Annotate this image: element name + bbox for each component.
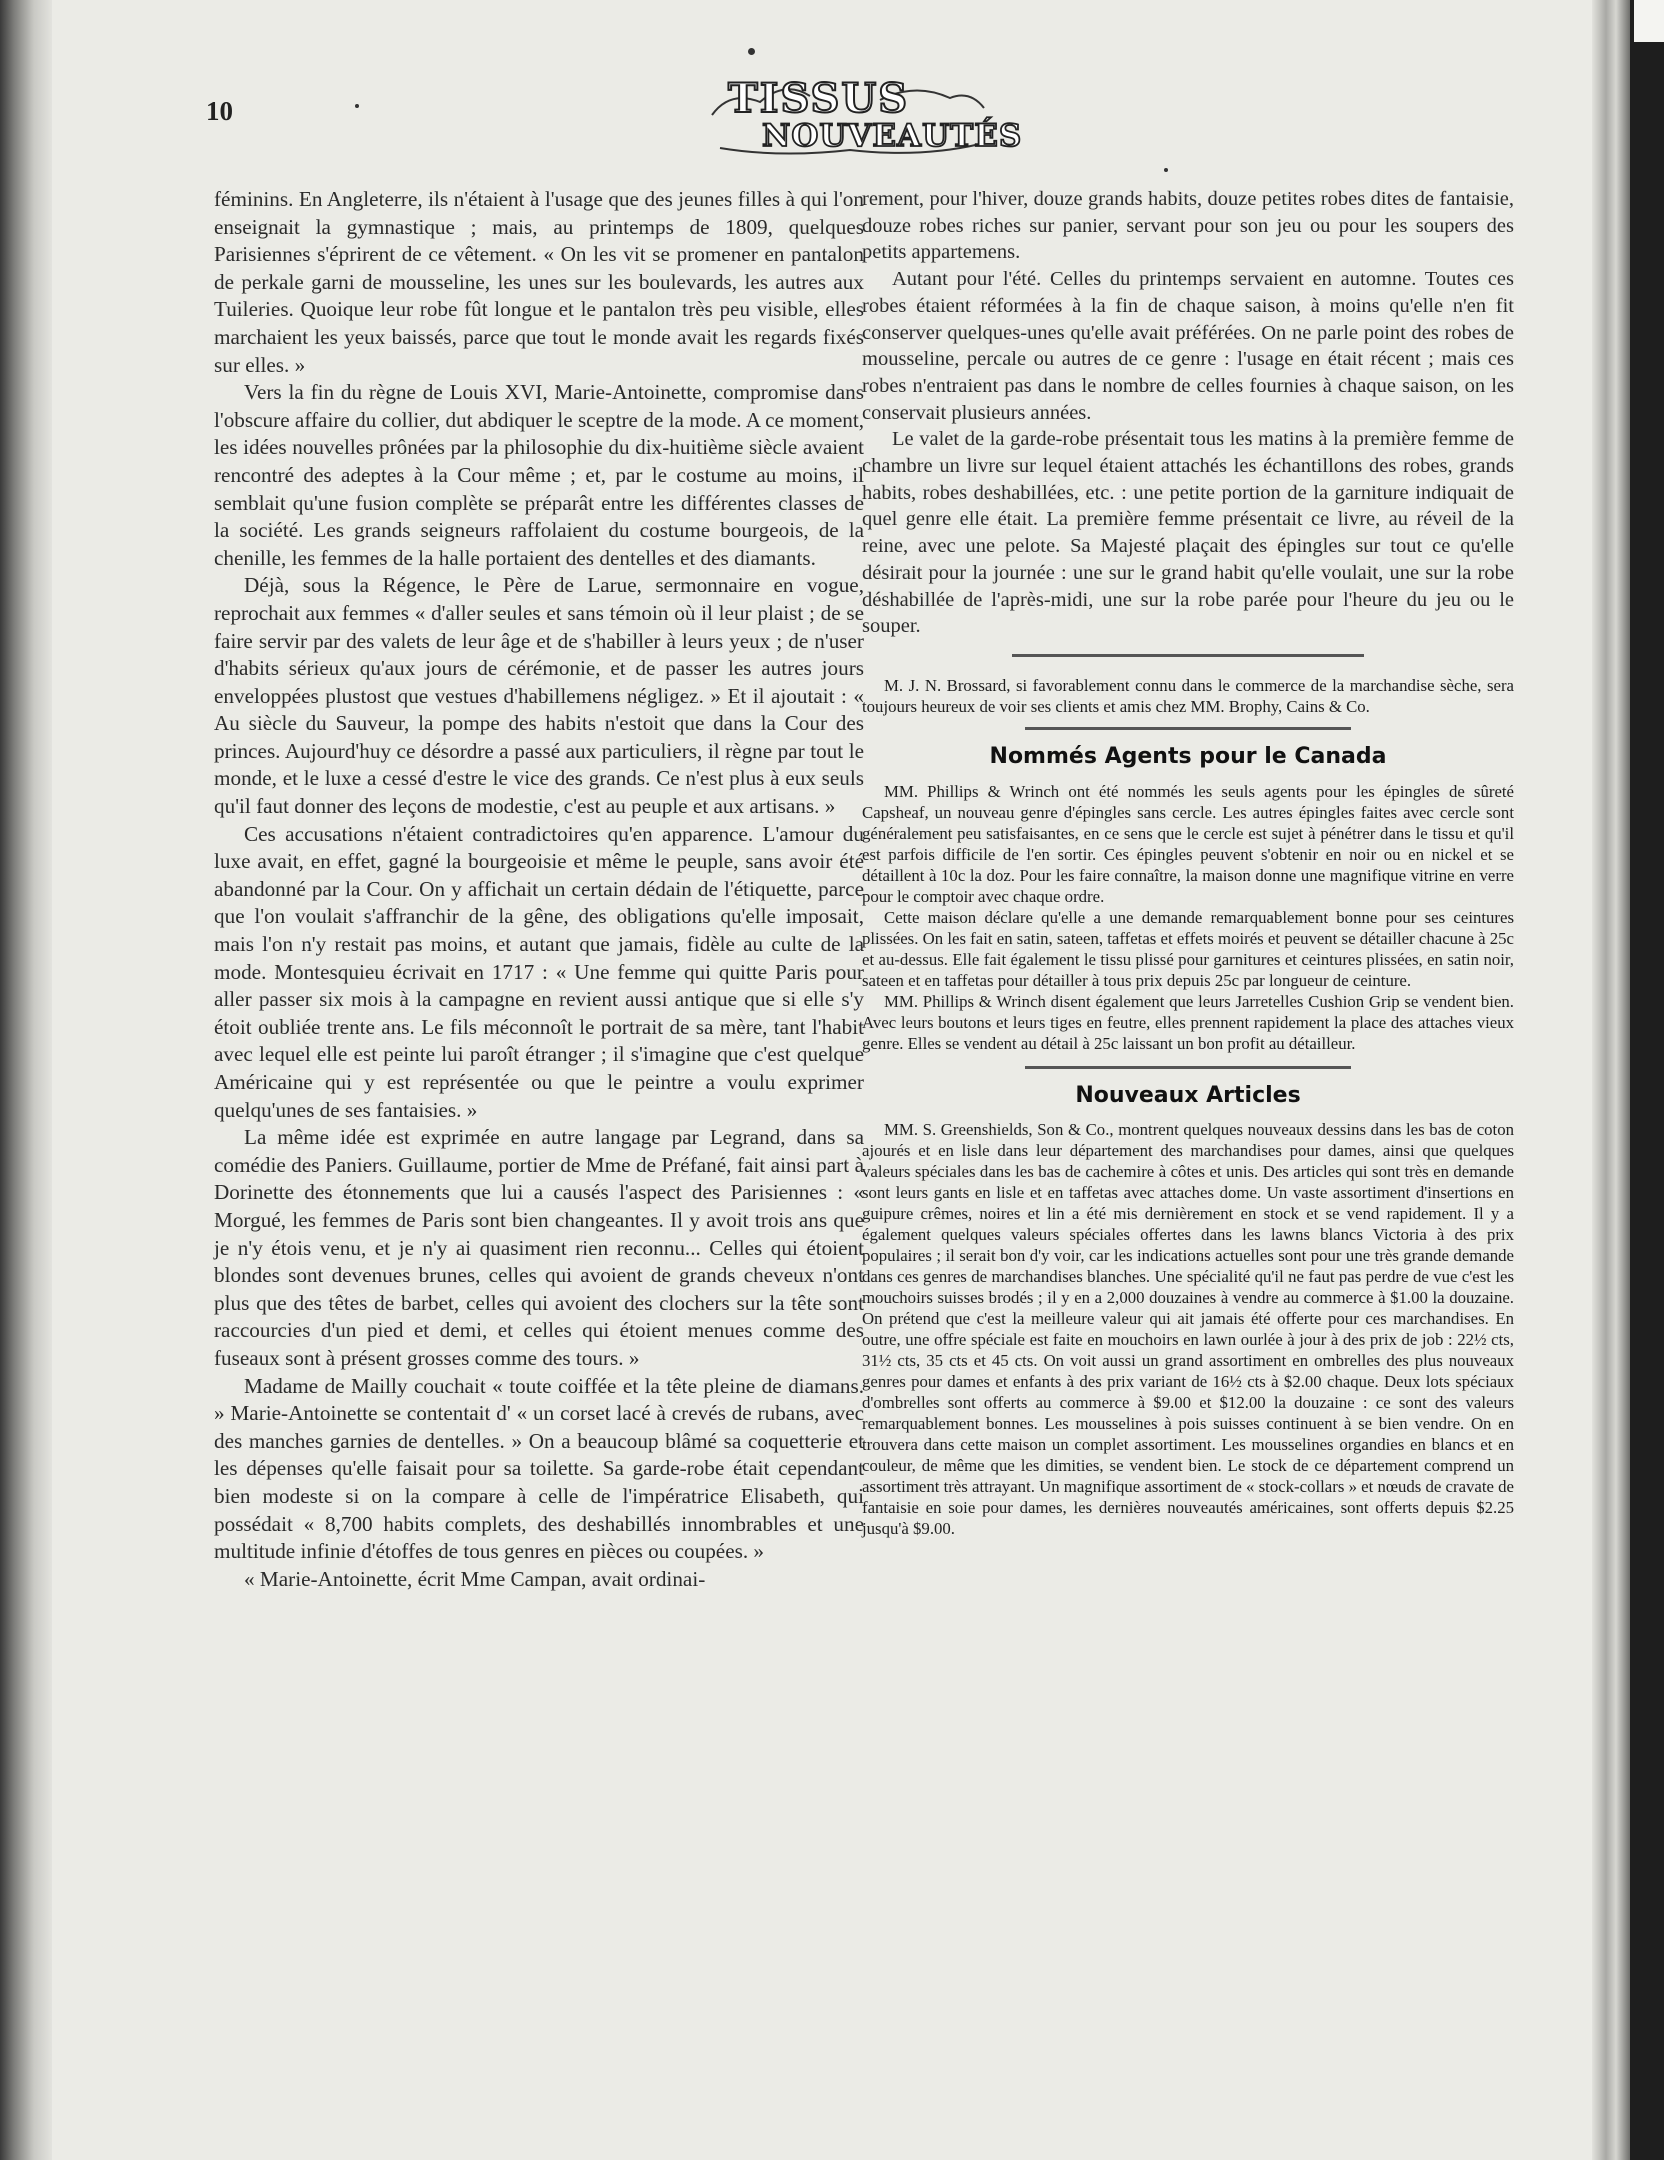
ink-dot (355, 104, 359, 108)
left-column (214, 186, 864, 1593)
section-heading-agents: Nommés Agents pour le Canada (989, 743, 1387, 769)
brossard-notice (862, 675, 1514, 717)
section-heading-articles: Nouveaux Articles (1075, 1082, 1301, 1108)
masthead-word-tissus: TISSUS (728, 75, 910, 122)
agents-section (862, 781, 1514, 1054)
paragraph: Vers la fin du règne de Louis XVI, Marie-Antoinette, compromise dans l'obscure affaire du collier, dut abdiquer le sceptre de la mode. A ce moment, les idées nouvelles prônées par la philosophie du dix-huitième siècle avaient rencontré des adeptes à la Cour même ; et, par le costume au moins, il semblait qu'une fusion complète se préparât entre les différentes classes de la société. Les grands seigneurs raffolaient du costume bourgeois, de la chenille, les femmes de la halle portaient des dentelles et des diamants. (214, 380, 864, 570)
paragraph: rement, pour l'hiver, douze grands habits, douze petites robes dites de fantaisie, douze robes riches sur panier, servant pour son jeu ou pour les soupers des petits appartemens. (862, 188, 1514, 264)
paper-corner (1634, 0, 1664, 42)
right-column (862, 186, 1514, 1539)
paragraph: « Marie-Antoinette, écrit Mme Campan, avait ordinai- (244, 1566, 706, 1591)
dark-margin (1630, 0, 1664, 2160)
book-binding (0, 0, 52, 2160)
ink-dot (1164, 168, 1168, 172)
paragraph: Madame de Mailly couchait « toute coiffée et la tête pleine de diamans. » Marie-Antoinette se contentait d' « un corset lacé à crevés de rubans, avec des manches garnies de dentelles. » On a beaucoup blâmé sa coquetterie et les dépenses qu'elle faisait pour sa toilette. Sa garde-robe était cependant bien modeste si on la compare à celle de l'impératrice Elisabeth, qui possédait « 8,700 habits complets, des deshabillés innombrables et une multitude infinie d'étoffes de tous genres en pièces ou coupées. » (214, 1373, 864, 1564)
page-number: 10 (206, 96, 233, 126)
page-edge (1592, 0, 1630, 2160)
paragraph: MM. S. Greenshields, Son & Co., montrent quelques nouveaux dessins dans les bas de coton ajourés et en lisle dans leur département des marchandises pour dames, ainsi que quelques valeurs spéciales dans les bas de cachemire à côtes et unis. Des articles qui sont très en demande sont leurs gants en lisle et en taffetas avec attaches dome. Un vaste assortiment d'insertions en guipure crêmes, noires et lin a été mis dernièrement en stock et se vend rapidement. Il y a également quelques valeurs spéciales offertes dans les lawns blancs Victoria à des prix populaires ; il serait bon d'y voir, car les indications actuelles sont pour une très grande demande dans ces genres de marchandises blanches. Une spécialité qu'il ne faut pas perdre de vue c'est les mouchoirs suisses brodés ; il y en a 2,000 douzaines à vendre au commerce à $1.00 la douzaine. On prétend que c'est la meilleure valeur qui ait jamais été offerte pour ces marchandises. En outre, une offre spéciale est faite en mouchoirs en lawn ourlée à jour à des prix de job : 22½ cts, 31½ cts, 35 cts et 45 cts. On voit aussi un grand assortiment en ombrelles des plus nouveaux genres pour dames et enfants à des prix variant de 16½ cts à $2.00 chaque. Deux lots spéciaux d'ombrelles sont offerts au commerce à $9.00 et $12.00 la douzaine : ce sont des valeurs remarquablement bonnes. Les mousselines à pois suisses continuent à se bien vendre. On en trouvera dans cette maison un complet assortiment. Les mousselines organdies en blancs et en couleur, de même que les dimities, se vendent bien. Le stock de ce département comprend un assortiment très attrayant. Un magnifique assortiment de « stock-collars » et nœuds de cravate de fantaisie en soie pour dames, les dernières nouveautés américaines, sont offerts depuis $2.25 jusqu'à $9.00. (862, 1120, 1514, 1539)
notice-text: M. J. N. Brossard, si favorablement connu dans le commerce de la marchandise sèche, sera toujours heureux de voir ses clients et amis chez MM. Brophy, Cains & Co. (862, 675, 1514, 716)
paragraph: Cette maison déclare qu'elle a une demande remarquablement bonne pour ses ceintures plissées. On les fait en satin, sateen, taffetas et effets moirés et peuvent se détailler chacune à 25c et au-dessus. Elle fait également le tissu plissé pour garnitures et ceintures plissées, en satin noir, sateen et en taffetas pour détailler à tous prix depuis 25c par longueur de ceinture. (862, 907, 1514, 990)
articles-section (862, 1119, 1514, 1539)
paragraph: La même idée est exprimée en autre langage par Legrand, dans sa comédie des Paniers. Guillaume, portier de Mme de Préfané, fait ainsi part à Dorinette des étonnements que lui a causés l'aspect des Parisiennes : « Morgué, les femmes de Paris sont bien changeantes. Il y avoit trois ans que je n'y étois venu, et je n'y ai quasiment rien reconnu... Celles qui étoient blondes sont devenues brunes, celles qui avoient de grands cheveux n'ont plus que des têtes de barbet, celles qui avoient des clochers sur la tête sont raccourcies d'un pied et demi, et celles qui étoient menues comme des fuseaux sont à présent grosses comme des tours. » (214, 1125, 864, 1370)
paragraph: Ces accusations n'étaient contradictoires qu'en apparence. L'amour du luxe avait, en effet, gagné la bourgeoisie et même le peuple, sans avoir été abandonné par la Cour. On y affichait un certain dédain de l'étiquette, parce que l'on voulait s'affranchir de la gêne, des obligations qu'elle imposait, mais l'on n'y restait pas moins, et autant que jamais, fidèle au culte de la mode. Montesquieu écrivait en 1717 : « Une femme qui quitte Paris pour aller passer six mois à la campagne en revient aussi antique que si elle s'y étoit oubliée trente ans. Le fils méconnoît le portrait de sa mère, tant l'habit avec lequel elle est peinte lui paroît étranger ; il s'imagine que c'est quelque Américaine qui y est représentée ou que le peintre a voulu exprimer quelqu'unes de ses fantaisies. » (214, 821, 864, 1122)
masthead-word-nouveautes: NOUVEAUTÉS (762, 118, 1023, 154)
ink-dot (748, 48, 755, 55)
paragraph: Le valet de la garde-robe présentait tous les matins à la première femme de chambre un livre sur lequel étaient attachés les échantillons des robes, grands habits, robes deshabillées, etc. : une petite portion de la garniture indiquait de quel genre elle était. La première femme présentait ce livre, au réveil de la reine, avec une pelote. Sa Majesté plaçait des épingles sur tout ce qu'elle désirait pour la journée : une sur le grand habit qu'elle voulait, une sur la robe déshabillée de l'après-midi, une sur la robe parée pour l'heure du jeu ou le souper. (862, 428, 1514, 638)
paragraph: Autant pour l'été. Celles du printemps servaient en automne. Toutes ces robes étaient réformées à la fin de chaque saison, à moins qu'elle n'en fit conserver quelques-unes qu'elle avait préférées. On ne parle point des robes de mousseline, percale ou autres de ce genre : l'usage en était récent ; mais ces robes n'entraient pas dans le nombre de celles fournies à chaque saison, on les conservait plusieurs années. (862, 268, 1514, 424)
paragraph: MM. Phillips & Wrinch ont été nommés les seuls agents pour les épingles de sûreté Capsheaf, un nouveau genre d'épingles sans cercle. Les autres épingles faites avec cercle sont généralement peu satisfaisantes, en ce sens que le cercle est sujet à pénétrer dans le tissu et qu'il est parfois difficile de l'en sortir. Ces épingles peuvent s'obtenir en noir ou en nickel et se détaillent à 10c la doz. Pour les faire connaître, la maison donne une magnifique vitrine en verre pour le comptoir avec chaque ordre. (862, 781, 1514, 906)
paragraph: Déjà, sous la Régence, le Père de Larue, sermonnaire en vogue, reprochait aux femmes « d'aller seules et sans témoin où il leur plaist ; de se faire servir par des valets de leur âge et de s'habiller à leurs yeux ; de n'user d'habits sérieux qu'aux jours de cérémonie, et de passer les autres jours enveloppées plustost que vestues d'habillemens négligez. » Et il ajoutait : « Au siècle du Sauveur, la pompe des habits n'estoit que dans la Cour des princes. Aujourd'huy ce désordre a passé aux particuliers, il règne par tout le monde, et le luxe a cessé d'estre le vice des grands. Ce n'est plus à eux seuls qu'il faut donner des leçons de modestie, c'est au peuple et aux artisans. » (214, 573, 864, 819)
section-rule (1025, 727, 1351, 730)
section-rule (1025, 1066, 1351, 1069)
paragraph: MM. Phillips & Wrinch disent également que leurs Jarretelles Cushion Grip se vendent bien. Avec leurs boutons et leurs tiges en feutre, elles prennent rapidement la place des attaches vieux genre. Elles se vendent au détail à 25c laissant un bon profit au détailleur. (862, 991, 1514, 1053)
masthead-logo (700, 60, 1023, 160)
paragraph: féminins. En Angleterre, ils n'étaient à l'usage que des jeunes filles à qui l'on enseignait la gymnastique ; mais, au printemps de 1809, quelques Parisiennes s'éprirent de ce vêtement. « On les vit se promener en pantalon de perkale garni de mousseline, les unes sur les boulevards, les autres aux Tuileries. Quoique leur robe fût longue et le pantalon très peu visible, elles marchaient les yeux baissés, parce que tout le monde avait les regards fixés sur elles. » (214, 187, 864, 377)
